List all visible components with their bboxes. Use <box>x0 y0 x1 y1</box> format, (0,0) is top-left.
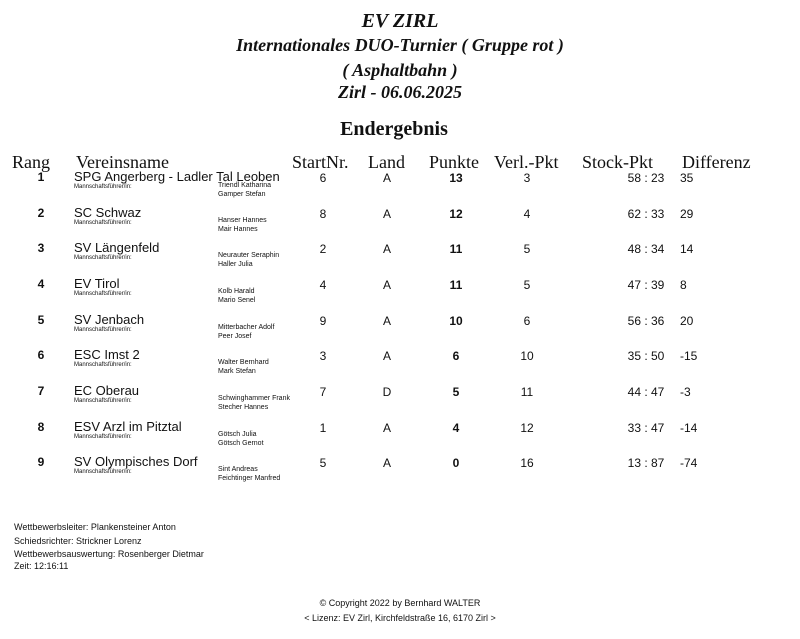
difference: -74 <box>680 456 698 470</box>
referee: Schiedsrichter: Strickner Lorenz <box>14 536 142 546</box>
rank-cell: 9 <box>37 455 45 469</box>
lost-points: 10 <box>520 349 534 363</box>
column-header-vereinsname: Vereinsname <box>76 152 169 172</box>
points: 4 <box>452 421 460 435</box>
lost-points: 4 <box>523 207 531 221</box>
stock-points: 35 : 50 <box>627 349 665 363</box>
rank-cell: 4 <box>37 277 45 291</box>
player-1: Hanser Hannes <box>218 217 267 224</box>
player-2: Haller Julia <box>218 261 253 268</box>
player-2: Götsch Gernot <box>218 440 264 447</box>
player-1: Mitterbacher Adolf <box>218 324 275 331</box>
manager-label: Mannschaftsführer/in: <box>74 434 132 440</box>
club-name: SPG Angerberg - Ladler Tal Leoben <box>74 169 280 184</box>
club-name: EV Tirol <box>74 276 120 291</box>
club-name: ESC Imst 2 <box>74 347 140 362</box>
tournament-title: Internationales DUO-Turnier ( Gruppe rot ) <box>236 35 564 55</box>
start-number: 8 <box>319 207 327 221</box>
points: 0 <box>452 456 460 470</box>
start-number: 3 <box>319 349 327 363</box>
difference: -14 <box>680 421 698 435</box>
start-number: 6 <box>319 171 327 185</box>
stock-points: 44 : 47 <box>627 385 665 399</box>
column-header-punkte: Punkte <box>429 152 480 172</box>
club-name: ESV Arzl im Pitztal <box>74 419 182 434</box>
table-row <box>0 455 800 491</box>
column-header-stock-pkt: Stock-Pkt <box>582 152 654 172</box>
stock-points: 13 : 87 <box>627 456 665 470</box>
copyright: © Copyright 2022 by Bernhard WALTER <box>319 598 481 608</box>
points: 11 <box>449 278 463 292</box>
start-number: 5 <box>319 456 327 470</box>
rank-cell: 7 <box>37 384 45 398</box>
competition-leader: Wettbewerbsleiter: Plankensteiner Anton <box>14 522 176 532</box>
points: 12 <box>449 207 463 221</box>
country: A <box>382 242 391 256</box>
start-number: 4 <box>319 278 327 292</box>
column-header-verl-pkt: Verl.-Pkt <box>494 152 559 172</box>
player-2: Feichtinger Manfred <box>218 475 281 482</box>
start-number: 9 <box>319 314 327 328</box>
place-date: Zirl - 06.06.2025 <box>338 82 462 102</box>
player-2: Mario Senel <box>218 297 256 304</box>
manager-label: Mannschaftsführer/in: <box>74 220 132 226</box>
manager-label: Mannschaftsführer/in: <box>74 327 132 333</box>
table-row <box>0 170 800 206</box>
column-header-land: Land <box>368 152 405 172</box>
difference: -15 <box>680 349 698 363</box>
table-row <box>0 241 800 277</box>
rank-cell: 2 <box>37 206 45 220</box>
country: A <box>382 421 391 435</box>
column-header-differenz: Differenz <box>682 152 751 172</box>
player-2: Peer Josef <box>218 333 252 340</box>
player-1: Kolb Harald <box>218 288 255 295</box>
player-1: Walter Bernhard <box>218 359 269 366</box>
start-number: 2 <box>319 242 327 256</box>
club-title: EV ZIRL <box>361 10 439 32</box>
lost-points: 11 <box>520 385 534 399</box>
points: 6 <box>452 349 460 363</box>
country: A <box>382 456 391 470</box>
time: Zeit: 12:16:11 <box>14 561 69 571</box>
column-header-rang: Rang <box>12 152 50 172</box>
club-name: EC Oberau <box>74 383 140 398</box>
manager-label: Mannschaftsführer/in: <box>74 291 132 297</box>
difference: 14 <box>680 242 694 256</box>
stock-points: 33 : 47 <box>627 421 665 435</box>
rank-cell: 8 <box>37 420 45 434</box>
table-row <box>0 277 800 313</box>
club-name: SV Längenfeld <box>74 240 160 255</box>
license: < Lizenz: EV Zirl, Kirchfeldstraße 16, 6170 Zirl > <box>304 613 496 623</box>
player-2: Stecher Hannes <box>218 404 269 411</box>
manager-label: Mannschaftsführer/in: <box>74 184 132 190</box>
rank-cell: 3 <box>37 241 45 255</box>
player-1: Triendl Katharina <box>218 182 272 189</box>
difference: 20 <box>680 314 694 328</box>
table-row <box>0 384 800 420</box>
manager-label: Mannschaftsführer/in: <box>74 398 132 404</box>
track-subtitle: ( Asphaltbahn ) <box>342 60 458 80</box>
lost-points: 5 <box>523 278 531 292</box>
table-row <box>0 313 800 349</box>
player-1: Götsch Julia <box>218 431 257 438</box>
column-header-startnr: StartNr. <box>292 152 349 172</box>
stock-points: 62 : 33 <box>627 207 665 221</box>
lost-points: 6 <box>523 314 531 328</box>
club-name: SV Olympisches Dorf <box>74 454 198 469</box>
country: D <box>382 385 392 399</box>
stock-points: 58 : 23 <box>627 171 665 185</box>
table-row <box>0 420 800 456</box>
evaluation: Wettbewerbsauswertung: Rosenberger Dietmar <box>14 549 204 559</box>
lost-points: 12 <box>520 421 534 435</box>
table-row <box>0 348 800 384</box>
manager-label: Mannschaftsführer/in: <box>74 469 132 475</box>
lost-points: 5 <box>523 242 531 256</box>
points: 11 <box>449 242 463 256</box>
player-2: Gamper Stefan <box>218 191 266 198</box>
club-name: SV Jenbach <box>74 312 145 327</box>
stock-points: 56 : 36 <box>627 314 665 328</box>
difference: -3 <box>680 385 691 399</box>
player-1: Sint Andreas <box>218 466 258 473</box>
player-1: Schwinghammer Frank <box>218 395 290 402</box>
lost-points: 16 <box>520 456 534 470</box>
start-number: 7 <box>319 385 327 399</box>
start-number: 1 <box>319 421 327 435</box>
rank-cell: 5 <box>37 313 45 327</box>
difference: 8 <box>680 278 687 292</box>
player-2: Mair Hannes <box>218 226 258 233</box>
manager-label: Mannschaftsführer/in: <box>74 362 132 368</box>
player-1: Neurauter Seraphin <box>218 252 280 259</box>
points: 10 <box>449 314 463 328</box>
country: A <box>382 314 391 328</box>
stock-points: 48 : 34 <box>627 242 665 256</box>
country: A <box>382 207 391 221</box>
country: A <box>382 278 391 292</box>
result-heading: Endergebnis <box>340 118 448 140</box>
country: A <box>382 171 391 185</box>
difference: 29 <box>680 207 694 221</box>
rank-cell: 6 <box>37 348 45 362</box>
club-name: SC Schwaz <box>74 205 142 220</box>
country: A <box>382 349 391 363</box>
manager-label: Mannschaftsführer/in: <box>74 255 132 261</box>
stock-points: 47 : 39 <box>627 278 665 292</box>
table-row <box>0 206 800 242</box>
difference: 35 <box>680 171 694 185</box>
rank-cell: 1 <box>37 170 45 184</box>
points: 13 <box>449 171 463 185</box>
lost-points: 3 <box>523 171 531 185</box>
points: 5 <box>452 385 460 399</box>
player-2: Mark Stefan <box>218 368 256 375</box>
